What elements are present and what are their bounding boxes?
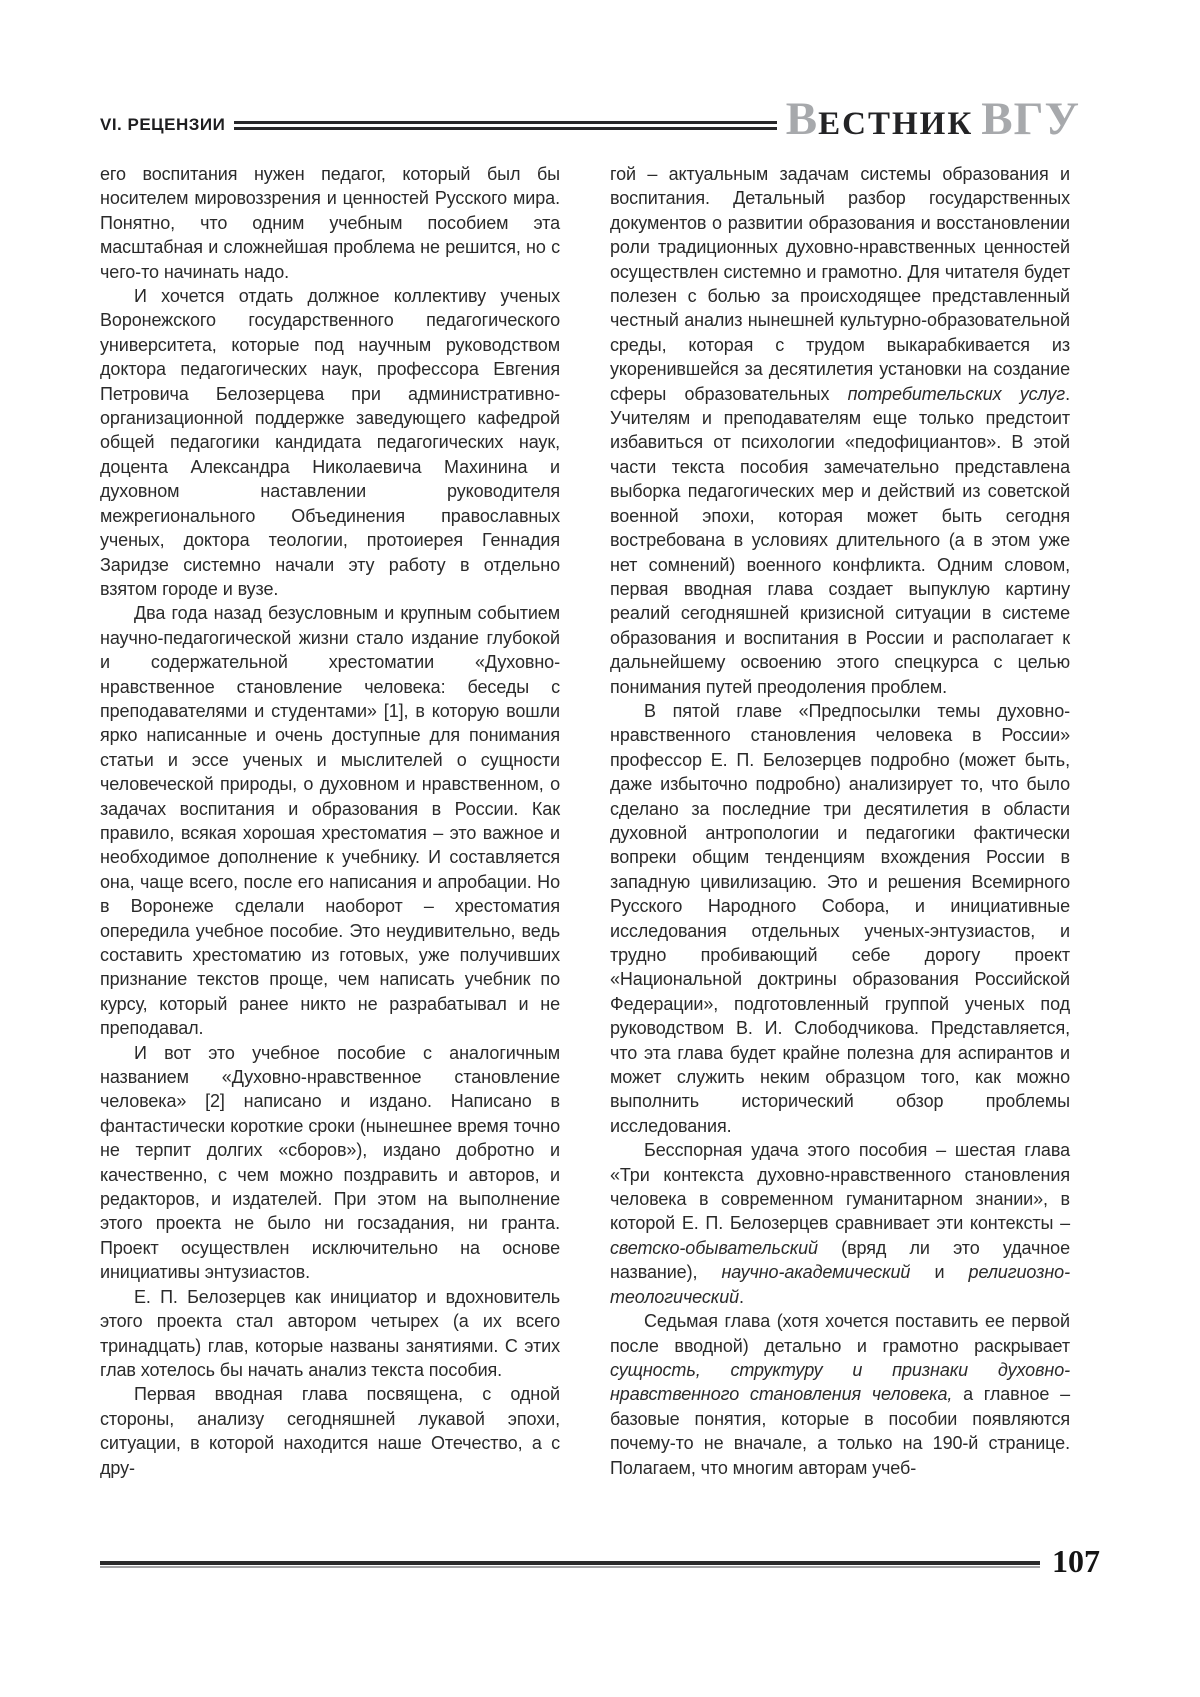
text-run: Первая вводная глава посвящена, с одной стороны, анализу сегодняшней лукавой эпохи, ситуации, в которой находится наше Отечество, а с дру- [100, 1384, 560, 1478]
page-footer [100, 1545, 1100, 1577]
right-column [610, 162, 1070, 1480]
footer-rule-gray-line [100, 1566, 1040, 1568]
page-header [100, 93, 1080, 145]
italic-text-run: потребительских услуг [847, 383, 1066, 404]
paragraph [610, 1309, 1070, 1480]
paragraph [100, 601, 560, 1040]
logo-word1-initial: В [785, 93, 819, 145]
text-run: В пятой главе «Предпосылки темы духовно-нравственного становления человека в России» профессор Е. П. Белозерцев подробно (может быть, даже избыточно подробно) анализирует то, что было сделано за последние три десятилетия в области духовной антропологии и педагогики фактически вопреки общим тенденциям вхождения России в западную цивилизацию. Это и решения Всемирного Русского Народного Собора, и инициативные исследования отдельных ученых-энтузиастов, и трудно пробивающий себе дорогу проект «Национальной доктрины образования Российской Федерации», подготовленный группой ученых под руководством В. И. Слободчикова. Представляется, что эта глава будет крайне полезна для аспирантов и может служить неким образцом того, как можно выполнить исторический обзор проблемы исследования. [610, 700, 1070, 1136]
italic-text-run: светско-обывательский [610, 1237, 818, 1258]
text-run: гой – актуальным задачам системы образования и воспитания. Детальный разбор государственных документов о развитии образования и восстановлении роли традиционных духовно-нравственных ценностей осуществлен системно и грамотно. Для читателя будет полезен с болью за происходящее представленный честный анализ нынешней культурно-образовательной среды, которая с трудом выкарабкивается из укоренившейся за десятилетия установки на создание сферы образовательных [610, 164, 1070, 404]
paragraph [100, 284, 560, 601]
text-run: Два года назад безусловным и крупным событием научно-педагогической жизни стало издание глубокой и содержательной хрестоматии «Духовно-нравственное становление человека: беседы с преподавателями и студентами» [1], в которую вошли ярко написанные и очень доступные для понимания статьи и эссе ученых и мыслителей о сущности человеческой природы, о духовном и нравственном, о задачах воспитания и образования в России. Как правило, всякая хорошая хрестоматия – это важное и необходимое дополнение к учебнику. И составляется она, чаще всего, после его написания и апробации. Но в Воронеже сделали наоборот – хрестоматия опередила учебное пособие. Это неудивительно, ведь составить хрестоматию из готовых, уже получивших признание текстов проще, чем написать учебник по курсу, который ранее никто не разрабатывал и не преподавал. [100, 603, 560, 1039]
paragraph [610, 699, 1070, 1138]
paragraph [100, 1285, 560, 1383]
article-body [100, 162, 1070, 1480]
text-run: . Учителям и преподавателям еще только предстоит избавиться от психологии «педофициантов». В этой части текста пособия замечательно представлена выборка педагогических мер и действий из советской военной эпохи, которая может быть сегодня востребована в условиях длительного (а в этом уже нет сомнений) военного конфликта. Одним словом, первая вводная глава создает выпуклую картину реалий сегодняшней кризисной ситуации в системе образования и воспитания в России и располагает к дальнейшему освоению этого спецкурса с целью понимания путей преодоления проблем. [610, 383, 1070, 697]
page-number: 107 [1052, 1543, 1100, 1579]
paragraph [100, 1382, 560, 1480]
logo-word2: ВГУ [981, 93, 1080, 145]
text-run: (вряд ли это удачное название), [610, 1237, 1070, 1283]
footer-rule [100, 1561, 1040, 1568]
journal-logo [785, 93, 1080, 145]
logo-word1-rest: ЕСТНИК [818, 106, 974, 142]
text-run: его воспитания нужен педагог, который был бы носителем мировоззрения и ценностей Русского мира. Понятно, что одним учебным пособием эта масштабная и сложнейшая проблема не решится, но с чего-то начинать надо. [100, 164, 560, 282]
paragraph [610, 1138, 1070, 1309]
text-run: Седьмая глава (хотя хочется поставить ее первой после вводной) детально и грамотно раскрывает [610, 1311, 1070, 1356]
section-label: VI. РЕЦЕНЗИИ [100, 114, 226, 134]
text-run: Бесспорная удача этого пособия – шестая глава «Три контекста духовно-нравственного становления человека в современном гуманитарном знании», в которой Е. П. Белозерцев сравнивает эти контексты – [610, 1140, 1070, 1234]
text-run: И вот это учебное пособие с аналогичным названием «Духовно-нравственное становление человека» [2] написано и издано. Написано в фантастически короткие сроки (нынешнее время точно не терпит долгих «сборов»), издано добротно и качественно, с чем можно поздравить и авторов, и редакторов, и издателей. При этом на выполнение этого проекта не было ни госзадания, ни гранта. Проект осуществлен исключительно на основе инициативы энтузиастов. [100, 1042, 560, 1283]
italic-text-run: сущность, структуру и признаки духовно-нравственного становления человека, [610, 1359, 1070, 1405]
paragraph [610, 162, 1070, 699]
text-run: И хочется отдать должное коллективу ученых Воронежского государственного педагогического университета, которые под научным руководством доктора педагогических наук, профессора Евгения Петровича Белозерцева при административно-организационной поддержке заведующего кафедрой общей педагогики кандидата педагогических наук, доцента Александра Николаевича Махинина и духовном наставлении руководителя межрегионального Объединения православных ученых, доктора теологии, протоиерея Геннадия Заридзе системно начали эту работу в отдельно взятом городе и вузе. [100, 286, 560, 599]
paragraph [100, 1041, 560, 1285]
header-rule [234, 121, 776, 130]
left-column [100, 162, 560, 1480]
text-run: и [910, 1262, 969, 1283]
italic-text-run: научно-академический [721, 1262, 911, 1283]
text-run: Е. П. Белозерцев как инициатор и вдохновитель этого проекта стал автором четырех (а их всего тринадцать) глав, которые названы занятиями. С этих глав хотелось бы начать анализ текста пособия. [100, 1286, 560, 1380]
text-run: . [739, 1286, 744, 1307]
text-run: а главное – базовые понятия, которые в пособии появляются почему-то не вначале, а только на 190-й странице. Полагаем, что многим авторам учеб- [610, 1384, 1070, 1478]
paragraph [100, 162, 560, 284]
italic-text-run: религиозно-теологический [610, 1262, 1070, 1307]
